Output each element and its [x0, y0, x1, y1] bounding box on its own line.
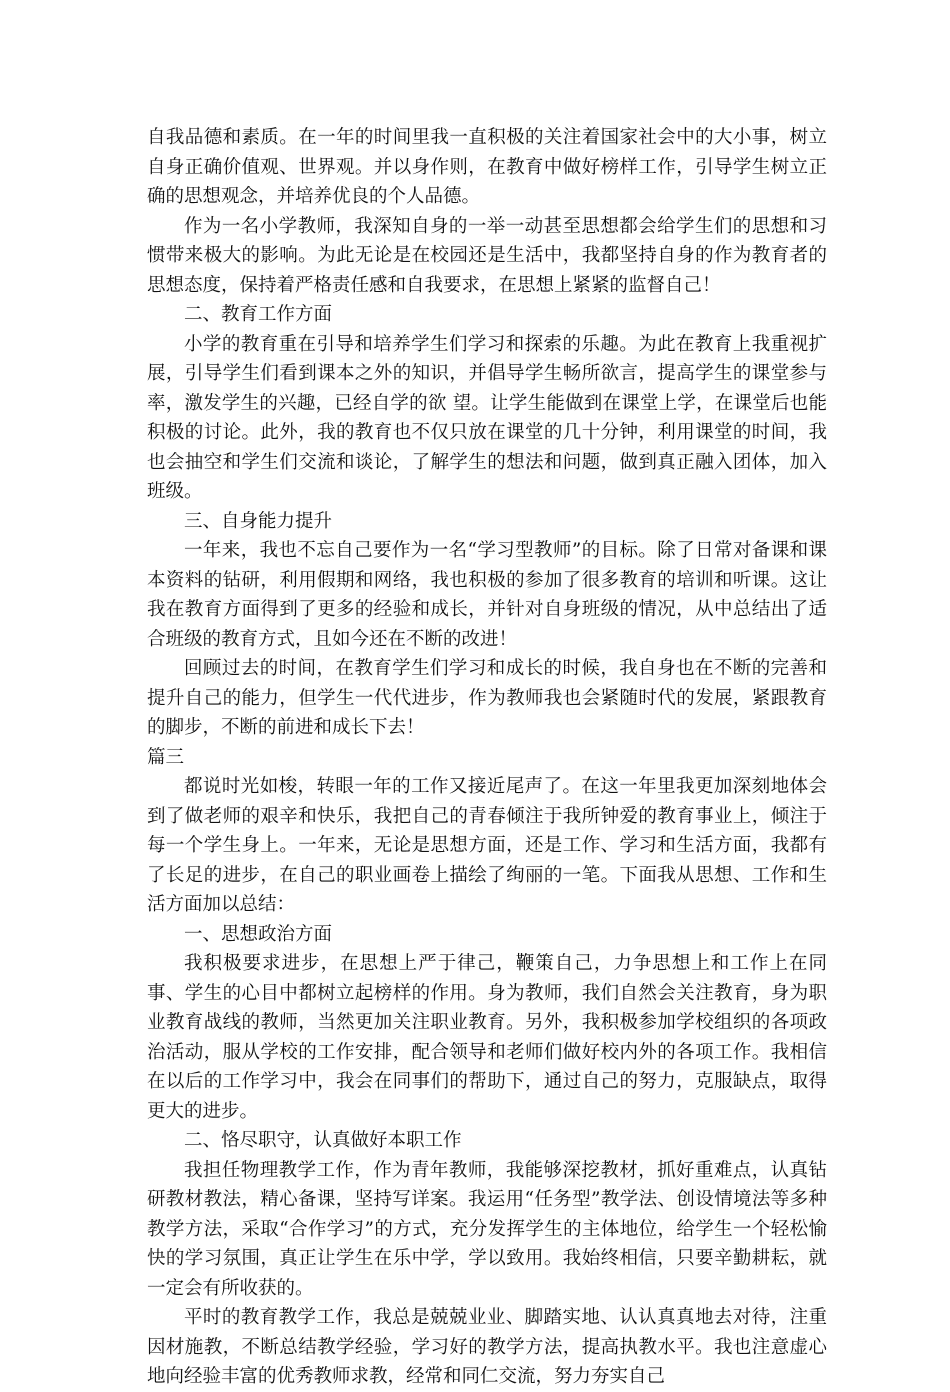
paragraph: 都说时光如梭，转眼一年的工作又接近尾声了。在这一年里我更加深刻地体会到了做老师的艰辛和快乐，我把自己的青春倾注于我所钟爱的教育事业上，倾注于每一个学生身上。一年来，无论是思想方面，还是工作、学习和生活方面，我都有了长足的进步，在自己的职业画卷上描绘了绚丽的一笔。下面我从思想、工作和生活方面加以总结： — [147, 776, 827, 915]
paragraph: 小学的教育重在引导和培养学生们学习和探索的乐趣。为此在教育上我重视扩展，引导学生们看到课本之外的知识，并倡导学生畅所欲言，提高学生的课堂参与率，激发学生的兴趣，已经自学的欲 望。让学生能做到在课堂上学，在课堂后也能积极的讨论。此外，我的教育也不仅只放在课堂的几十分钟，利用课堂的时间，我也会抽空和学生们交流和谈论，了解学生的想法和问题，做到真正融入团体，加入班级。 — [147, 333, 827, 502]
paragraph: 我积极要求进步，在思想上严于律己，鞭策自己，力争思想上和工作上在同事、学生的心目中都树立起榜样的作用。身为教师，我们自然会关注教育，身为职业教育战线的教师，当然更加关注职业教育。另外，我积极参加学校组织的各项政治活动，服从学校的工作安排，配合领导和老师们做好校内外的各项工作。我相信在以后的工作学习中，我会在同事们的帮助下，通过自己的努力，克服缺点，取得更大的进步。 — [147, 953, 827, 1122]
heading-self-improvement: 三、自身能力提升 — [184, 510, 333, 532]
paragraph: 平时的教育教学工作，我总是兢兢业业、脚踏实地、认认真真地去对待，注重因材施教，不断总结教学经验，学习好的教学方法，提高执教水平。我也注意虚心地向经验丰富的优秀教师求教，经常和同仁交流，努力夯实自己 — [147, 1307, 827, 1387]
heading-political-thought: 一、思想政治方面 — [184, 923, 333, 945]
heading-duty: 二、恪尽职守，认真做好本职工作 — [184, 1130, 462, 1151]
heading-education-work: 二、教育工作方面 — [184, 304, 333, 325]
paragraph: 我担任物理教学工作，作为青年教师，我能够深挖教材，抓好重难点，认真钻研教材教法，精心备课，坚持写详案。我运用“任务型”教学法、创设情境法等多种教学方法，采取“合作学习”的方式，充分发挥学生的主体地位，给学生一个轻松愉快的学习氛围，真正让学生在乐中学，学以致用。我始终相信，只要辛勤耕耘，就一定会有所收获的。 — [147, 1159, 827, 1299]
section-title: 篇三 — [147, 746, 185, 768]
paragraph-continuation: 自我品德和素质。在一年的时间里我一直积极的关注着国家社会中的大小事，树立自身正确价值观、世界观。并以身作则，在教育中做好榜样工作，引导学生树立正确的思想观念，并培养优良的个人品德。 — [147, 127, 827, 207]
paragraph: 回顾过去的时间，在教育学生们学习和成长的时候，我自身也在不断的完善和提升自己的能力，但学生一代代进步，作为教师我也会紧随时代的发展，紧跟教育的脚步，不断的前进和成长下去！ — [147, 658, 827, 738]
document-page — [147, 123, 827, 1392]
paragraph: 一年来，我也不忘自己要作为一名“学习型教师”的目标。除了日常对备课和课本资料的钻研，利用假期和网络，我也积极的参加了很多教育的培训和听课。这让我在教育方面得到了更多的经验和成长，并针对自身班级的情况，从中总结出了适合班级的教育方式，且如今还在不断的改进！ — [147, 540, 827, 650]
paragraph: 作为一名小学教师，我深知自身的一举一动甚至思想都会给学生们的思想和习惯带来极大的影响。为此无论是在校园还是生活中，我都坚持自身的作为教育者的思想态度，保持着严格责任感和自我要求，在思想上紧紧的监督自己！ — [147, 215, 827, 296]
